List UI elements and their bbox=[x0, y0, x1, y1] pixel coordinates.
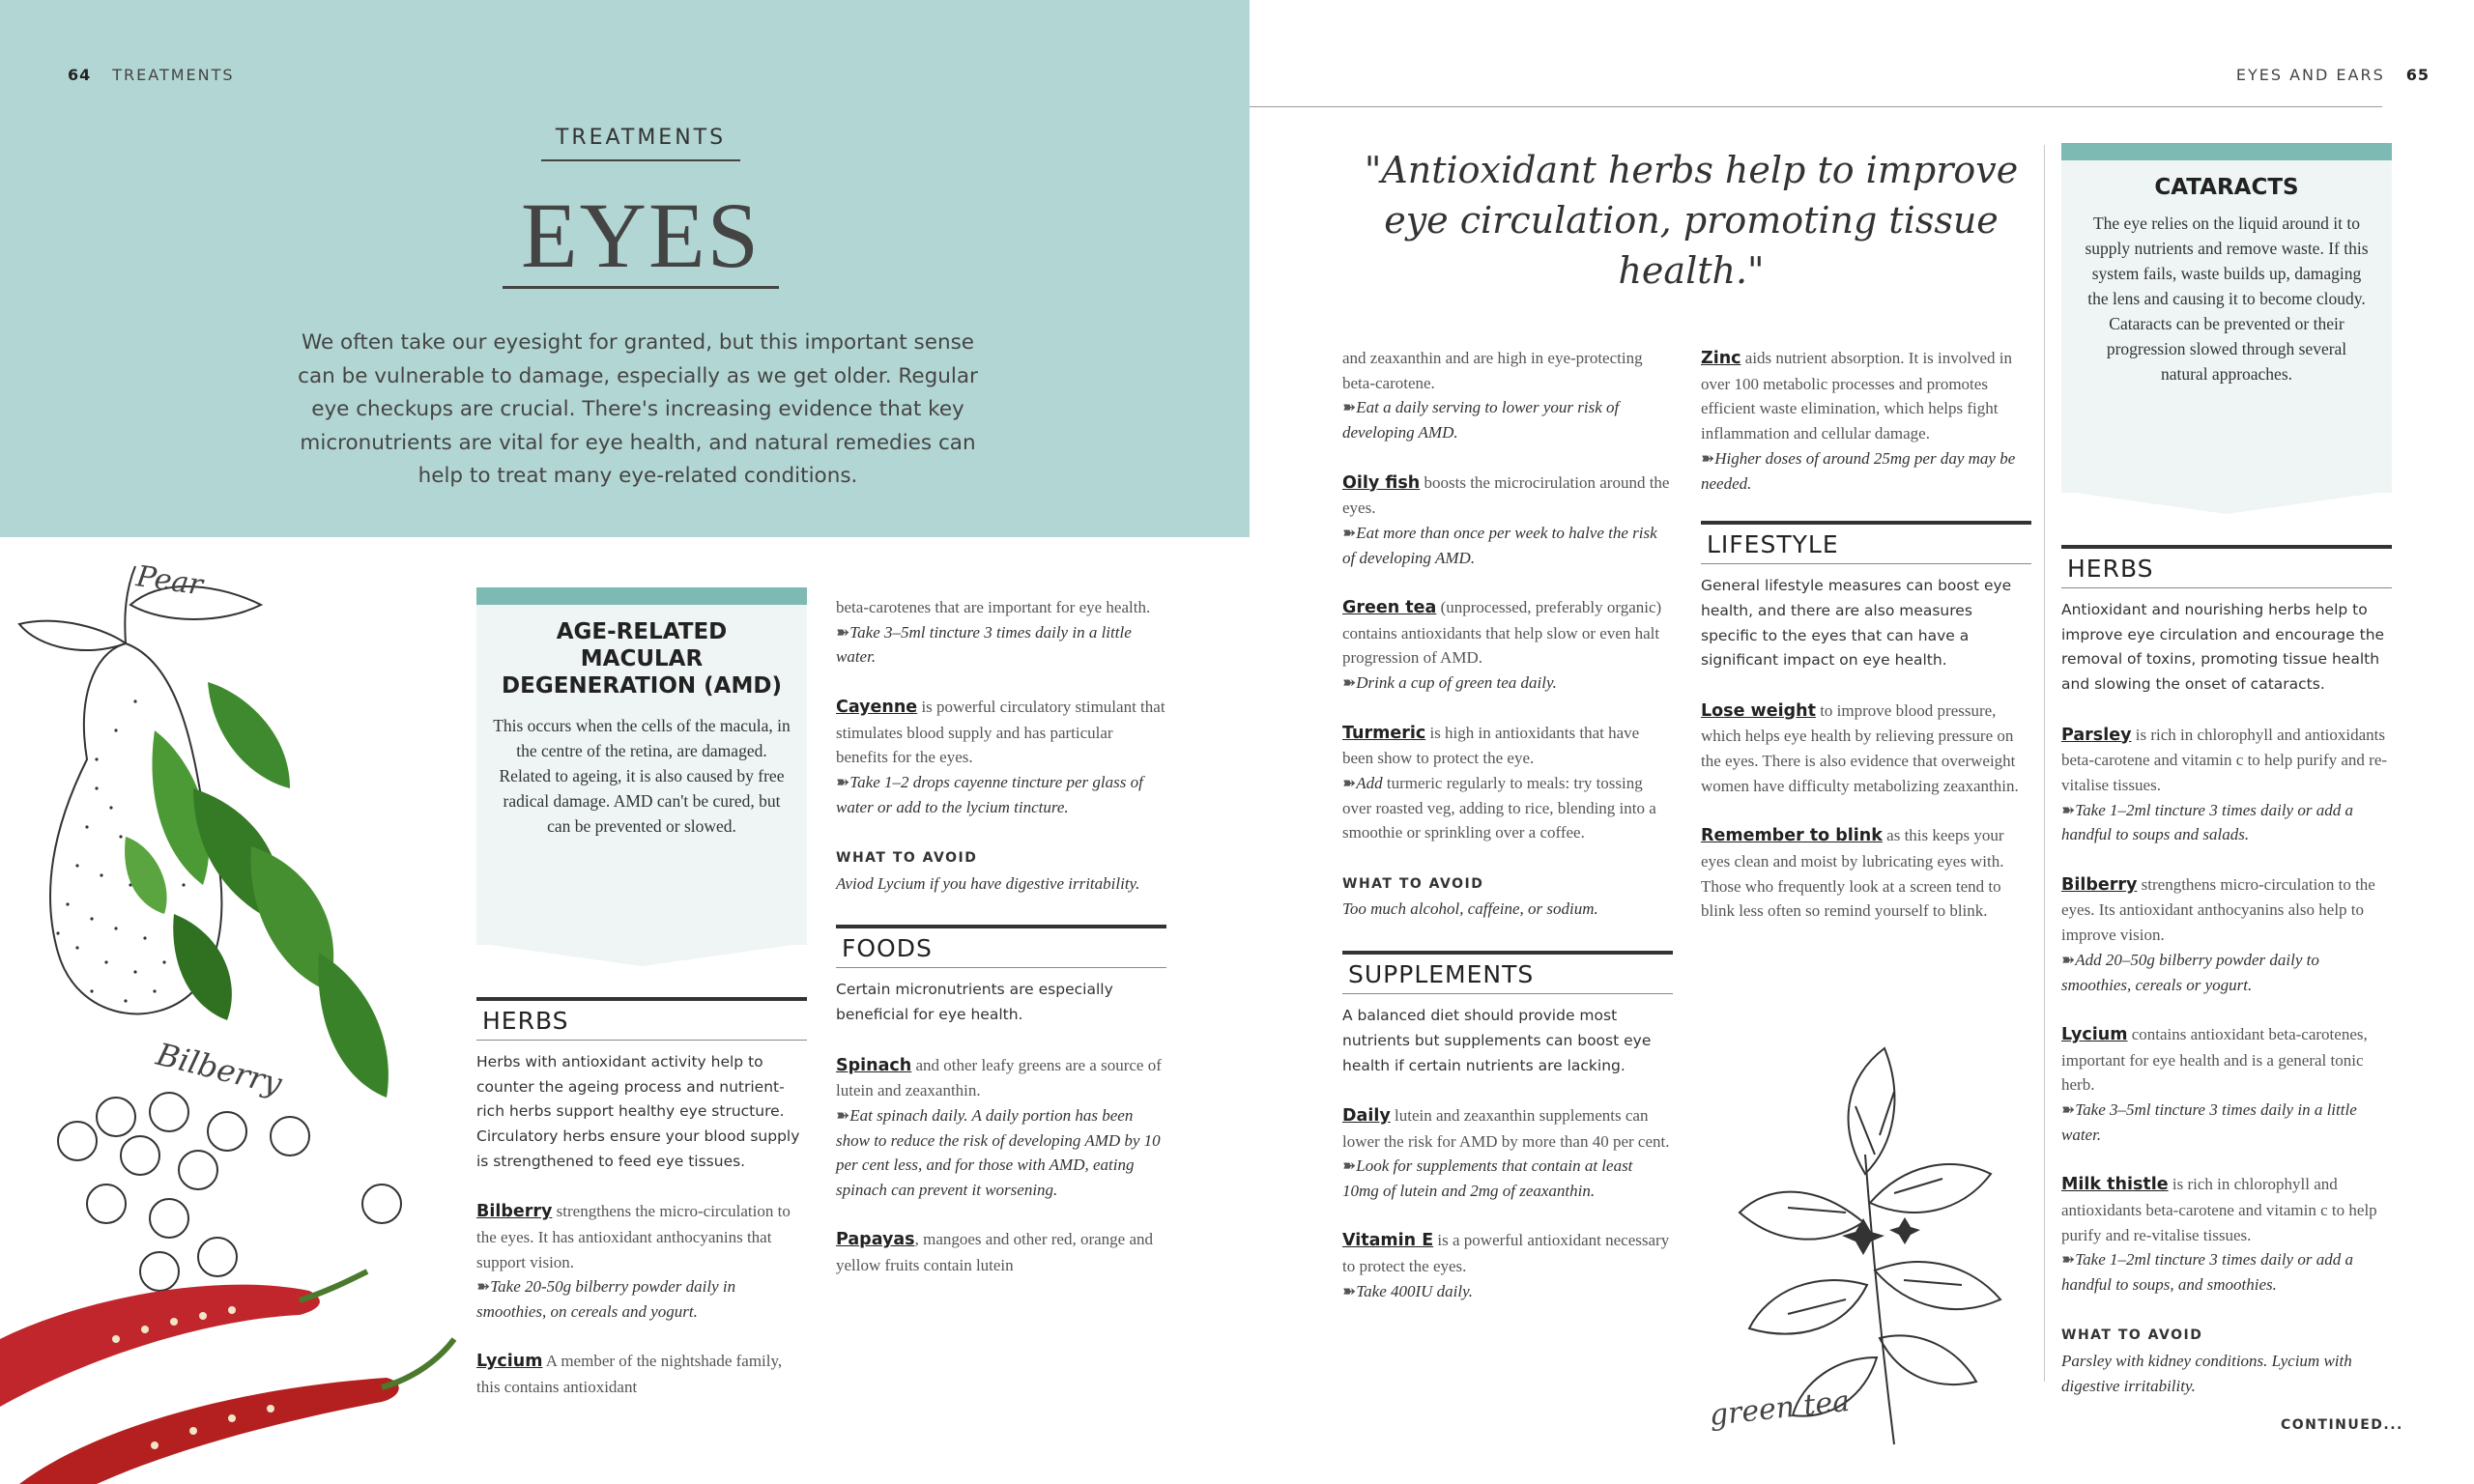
bilberry-entry bbox=[476, 1199, 807, 1325]
green-tea-text: (unprocessed, preferably organic) contains antioxidants that help slow or even halt progression of AMD. bbox=[1342, 598, 1662, 668]
avoid-text-right: Parsley with kidney conditions. Lycium with digestive irritability. bbox=[2061, 1352, 2352, 1395]
page-title: EYES bbox=[503, 186, 779, 289]
column-two bbox=[836, 595, 1166, 1303]
green-tea-term: Green tea bbox=[1342, 598, 1437, 617]
bilberry-right-entry bbox=[2061, 872, 2392, 998]
avoid-heading-right: WHAT TO AVOID bbox=[2061, 1327, 2203, 1344]
zinc-entry bbox=[1701, 346, 2031, 496]
milk-thistle-tip: Take 1–2ml tincture 3 times daily or add a handful to soups, and smoothies. bbox=[2061, 1250, 2353, 1294]
avoid-heading-middle: WHAT TO AVOID bbox=[1342, 875, 1484, 892]
avoid-heading-left: WHAT TO AVOID bbox=[836, 850, 978, 866]
papayas-continued-text: and zeaxanthin and are high in eye-protecting beta-carotene. bbox=[1342, 349, 1643, 392]
spinach-term: Spinach bbox=[836, 1055, 912, 1075]
left-running-head bbox=[68, 66, 235, 84]
amd-box-title: AGE-RELATED MACULAR DEGENERATION (AMD) bbox=[502, 619, 782, 699]
pointer-arrow-icon: ➽ bbox=[1342, 1281, 1357, 1300]
turmeric-tip-rest: turmeric regularly to meals: try tossing over roasted veg, adding to rice, blending into a smoothie or sprinkling over a coffee. bbox=[1342, 773, 1656, 842]
daily-text: lutein and zeaxanthin supplements can lower the risk for AMD by more than 40 per cent. bbox=[1342, 1105, 1670, 1151]
cataracts-box-body: The eye relies on the liquid around it to supply nutrients and remove waste. If this system fails, waste builds up, damaging the lens and causing it to become cloudy. Cataracts can be prevented or their progression slowed through several natural approaches. bbox=[2085, 214, 2369, 384]
right-page-number: 65 bbox=[2405, 66, 2430, 84]
cataracts-box-bar bbox=[2061, 143, 2392, 160]
foods-intro: Certain micronutrients are especially beneficial for eye health. bbox=[836, 981, 1113, 1024]
cataracts-box-point bbox=[2061, 491, 2392, 514]
zinc-term: Zinc bbox=[1701, 349, 1741, 368]
pointer-arrow-icon: ➽ bbox=[836, 772, 850, 791]
cayenne-text: is powerful circulatory stimulant that stimulates blood supply and has particular benefits for the eyes. bbox=[836, 697, 1165, 767]
lycium-tip: Take 3–5ml tincture 3 times daily in a little water. bbox=[836, 622, 1132, 667]
herbs-left-column bbox=[476, 997, 807, 1425]
bilberry-drawings bbox=[58, 1093, 401, 1291]
lose-weight-term: Lose weight bbox=[1701, 700, 1816, 721]
supplements-intro: A balanced diet should provide most nutrients but supplements can boost eye health if certain nutrients are lacking. bbox=[1342, 1007, 1652, 1074]
pointer-arrow-icon: ➽ bbox=[1701, 448, 1715, 468]
left-page-number: 64 bbox=[68, 66, 92, 84]
turmeric-tip-lead: Add bbox=[1356, 773, 1383, 792]
daily-term: Daily bbox=[1342, 1105, 1391, 1126]
amd-box bbox=[476, 587, 807, 945]
lycium-entry bbox=[476, 1349, 807, 1399]
pointer-arrow-icon: ➽ bbox=[2061, 1250, 2076, 1270]
lycium-continued-text: beta-carotenes that are important for eye health. bbox=[836, 598, 1151, 616]
turmeric-entry bbox=[1342, 721, 1673, 846]
milk-thistle-term: Milk thistle bbox=[2061, 1175, 2169, 1195]
lifestyle-heading: LIFESTYLE bbox=[1701, 521, 2031, 564]
lycium-right-tip: Take 3–5ml tincture 3 times daily in a little water. bbox=[2061, 1100, 2357, 1144]
herbs-left-intro: Herbs with antioxidant activity help to counter the ageing process and nutrient-rich herbs support healthy eye structure. Circulatory herbs ensure your blood supply is strengthened to feed eye tissues. bbox=[476, 1053, 800, 1170]
cataracts-box bbox=[2061, 143, 2392, 493]
avoid-middle bbox=[1342, 870, 1673, 922]
zinc-tip: Higher doses of around 25mg per day may be needed. bbox=[1701, 448, 2016, 493]
avoid-right bbox=[2061, 1322, 2392, 1398]
pointer-arrow-icon: ➽ bbox=[836, 1105, 850, 1125]
vitamin-e-text: is a powerful antioxidant necessary to protect the eyes. bbox=[1342, 1231, 1670, 1276]
vitamin-e-entry bbox=[1342, 1228, 1673, 1303]
column-divider bbox=[2044, 145, 2045, 1382]
lose-weight-text: to improve blood pressure, which helps eye health by relieving pressure on the eyes. There is also evidence that overweight women have difficulty metabolizing zeaxanthin. bbox=[1701, 700, 2019, 795]
bilberry-right-text: strengthens micro-circulation to the eyes. Its antioxidant anthocyanins also help to improve vision. bbox=[2061, 874, 2375, 945]
lycium-term: Lycium bbox=[476, 1352, 543, 1372]
green-tea-entry bbox=[1342, 595, 1673, 696]
intro-paragraph: We often take our eyesight for granted, but this important sense can be vulnerable to damage, especially as we get older. Regular eye checkups are crucial. There's increasing evidence that key micronutrients are vital for eye health, and natural remedies can help to treat many eye-related conditions. bbox=[298, 330, 978, 488]
pear-label: Pear bbox=[133, 559, 205, 603]
lycium-right-term: Lycium bbox=[2061, 1024, 2128, 1044]
bilberry-term: Bilberry bbox=[476, 1202, 553, 1222]
milk-thistle-entry bbox=[2061, 1172, 2392, 1298]
spinach-tip: Eat spinach daily. A daily portion has been show to reduce the risk of developing AMD by 10 per cent less, and for those with AMD, eating spinach can prevent it worsening. bbox=[836, 1105, 1161, 1200]
pointer-arrow-icon: ➽ bbox=[1342, 773, 1357, 792]
lose-weight-entry bbox=[1701, 699, 2031, 799]
pointer-arrow-icon: ➽ bbox=[2061, 950, 2076, 969]
column-three bbox=[1342, 346, 1673, 1328]
herbs-right-column bbox=[2061, 545, 2392, 1423]
papayas-text: , mangoes and other red, orange and yellow fruits contain lutein bbox=[836, 1230, 1154, 1275]
amd-box-point bbox=[476, 943, 807, 966]
right-section-label: EYES AND EARS bbox=[2235, 66, 2385, 84]
cayenne-entry bbox=[836, 695, 1166, 820]
green-tea-tip: Drink a cup of green tea daily. bbox=[1356, 673, 1557, 693]
pull-quote: "Antioxidant herbs help to improve eye circulation, promoting tissue health." bbox=[1364, 149, 2019, 292]
bilberry-right-tip: Add 20–50g bilberry powder daily to smoothies, cereals or yogurt. bbox=[2061, 950, 2319, 994]
blink-term: Remember to blink bbox=[1701, 826, 1883, 846]
herbs-left-heading: HERBS bbox=[476, 997, 807, 1041]
cayenne-tip: Take 1–2 drops cayenne tincture per glass of water or add to the lycium tincture. bbox=[836, 772, 1143, 816]
pointer-arrow-icon: ➽ bbox=[1342, 673, 1357, 693]
lycium-text: A member of the nightshade family, this contains antioxidant bbox=[476, 1352, 783, 1397]
lycium-right-text: contains antioxidant beta-carotenes, important for eye health and is a general tonic herb. bbox=[2061, 1024, 2368, 1095]
parsley-entry bbox=[2061, 723, 2392, 848]
pointer-arrow-icon: ➽ bbox=[476, 1277, 491, 1297]
pointer-arrow-icon: ➽ bbox=[1342, 398, 1357, 417]
chilli-peppers bbox=[0, 1271, 454, 1484]
turmeric-term: Turmeric bbox=[1342, 723, 1426, 743]
spinach-entry bbox=[836, 1053, 1166, 1203]
parsley-tip: Take 1–2ml tincture 3 times daily or add a handful to soups and salads. bbox=[2061, 800, 2353, 844]
bilberry-right-term: Bilberry bbox=[2061, 874, 2138, 895]
lycium-continued bbox=[836, 595, 1166, 670]
amd-box-bar bbox=[476, 587, 807, 605]
cayenne-term: Cayenne bbox=[836, 697, 918, 717]
bilberry-label: Bilberry bbox=[153, 1035, 286, 1102]
herbs-right-intro: Antioxidant and nourishing herbs help to improve eye circulation and encourage the removal of toxins, promoting tissue health and slowing the onset of cataracts. bbox=[2061, 601, 2385, 694]
herbs-right-heading: HERBS bbox=[2061, 545, 2392, 588]
amd-box-body: This occurs when the cells of the macula, in the centre of the retina, are damaged. Related to ageing, it is also caused by free radical damage. AMD can't be cured, but can be prevented or slowed. bbox=[493, 716, 791, 836]
oily-fish-entry bbox=[1342, 471, 1673, 571]
right-running-head bbox=[2236, 66, 2430, 84]
parsley-text: is rich in chlorophyll and antioxidants beta-carotene and vitamin c to help purify and re-vitalise tissues. bbox=[2061, 725, 2388, 794]
papayas-term: Papayas bbox=[836, 1230, 915, 1250]
pointer-arrow-icon: ➽ bbox=[1342, 1156, 1357, 1176]
vitamin-e-tip: Take 400IU daily. bbox=[1356, 1281, 1473, 1300]
oily-fish-tip: Eat more than once per week to halve the risk of developing AMD. bbox=[1342, 523, 1657, 567]
pointer-arrow-icon: ➽ bbox=[836, 622, 850, 642]
milk-thistle-text: is rich in chlorophyll and antioxidants beta-carotene and vitamin c to help purify and re-vitalise tissues. bbox=[2061, 1175, 2377, 1244]
bilberry-text: strengthens the micro-circulation to the eyes. It has antioxidant anthocyanins that support vision. bbox=[476, 1202, 791, 1271]
avoid-left bbox=[836, 844, 1166, 896]
oily-fish-term: Oily fish bbox=[1342, 472, 1421, 493]
green-tea-illustration bbox=[1701, 1039, 2020, 1454]
green-tea-sprig bbox=[1740, 1048, 2000, 1444]
daily-tip: Look for supplements that contain at least 10mg of lutein and 2mg of zeaxanthin. bbox=[1342, 1156, 1633, 1201]
column-four bbox=[1701, 346, 2031, 949]
continued-label: CONTINUED... bbox=[2281, 1417, 2403, 1433]
papayas-tip: Eat a daily serving to lower your risk of developing AMD. bbox=[1342, 398, 1620, 442]
left-section-label: TREATMENTS bbox=[112, 66, 235, 84]
blink-entry bbox=[1701, 823, 2031, 924]
supplements-heading: SUPPLEMENTS bbox=[1342, 951, 1673, 994]
green-tea-flowers bbox=[1842, 1217, 1920, 1255]
daily-entry bbox=[1342, 1103, 1673, 1204]
lifestyle-intro: General lifestyle measures can boost eye health, and there are also measures specific to the eyes that can have a significant impact on eye health. bbox=[1701, 577, 2012, 670]
papayas-continued bbox=[1342, 346, 1673, 445]
oily-fish-text: boosts the microcirulation around the eyes. bbox=[1342, 472, 1670, 518]
kicker: TREATMENTS bbox=[541, 126, 740, 161]
papayas-entry bbox=[836, 1227, 1166, 1277]
pear-drawing bbox=[19, 566, 261, 1013]
zinc-text: aids nutrient absorption. It is involved in over 100 metabolic processes and promotes efficient waste elimination, which helps fight inflammation and cellular damage. bbox=[1701, 349, 2012, 443]
avoid-text-left: Aviod Lycium if you have digestive irritability. bbox=[836, 873, 1140, 893]
bilberry-tip: Take 20-50g bilberry powder daily in smoothies, on cereals and yogurt. bbox=[476, 1277, 736, 1322]
pointer-arrow-icon: ➽ bbox=[2061, 1100, 2076, 1120]
pointer-arrow-icon: ➽ bbox=[1342, 523, 1357, 542]
ingredients-illustration bbox=[0, 537, 464, 1484]
turmeric-text: is high in antioxidants that have been show to protect the eye. bbox=[1342, 723, 1640, 768]
pointer-arrow-icon: ➽ bbox=[2061, 800, 2076, 819]
lycium-right-entry bbox=[2061, 1022, 2392, 1148]
parsley-term: Parsley bbox=[2061, 725, 2132, 745]
vitamin-e-term: Vitamin E bbox=[1342, 1231, 1434, 1251]
cataracts-box-title: CATARACTS bbox=[2154, 175, 2299, 200]
running-head-rule bbox=[1250, 106, 2382, 107]
spinach-text: and other leafy greens are a source of lutein and zeaxanthin. bbox=[836, 1055, 1162, 1100]
avoid-text-middle: Too much alcohol, caffeine, or sodium. bbox=[1342, 899, 1598, 919]
foods-heading: FOODS bbox=[836, 925, 1166, 968]
green-tea-label: green tea bbox=[1708, 1384, 1852, 1433]
blink-text: as this keeps your eyes clean and moist by lubricating eyes with. Those who frequently look at a screen tend to blink less often so remind yourself to blink. bbox=[1701, 826, 2004, 921]
spinach-leaves bbox=[125, 682, 388, 1098]
